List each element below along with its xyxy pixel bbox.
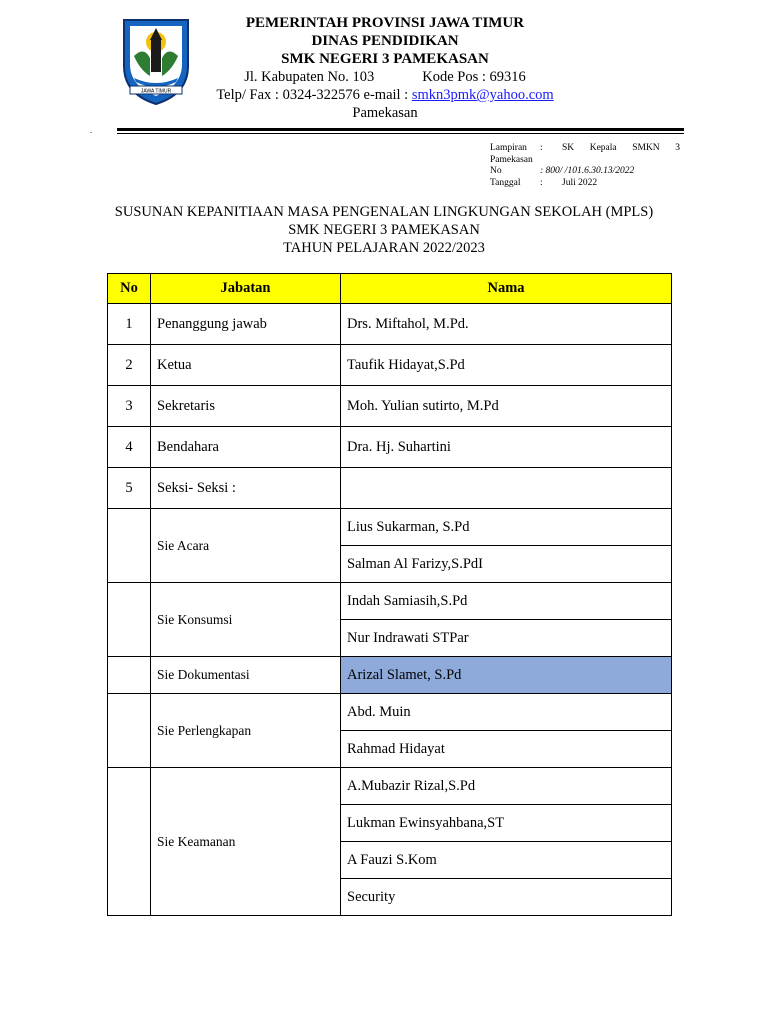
attachment-row (490, 143, 680, 155)
seksi-row (108, 583, 672, 620)
seksi-nama: Salman Al Farizy,S.PdI (341, 546, 672, 583)
letter-number-value: : 800/ /101.6.30.13/2022 (540, 166, 635, 176)
document-title-line2: SMK NEGERI 3 PAMEKASAN (288, 222, 480, 238)
letterhead-thin-rule (117, 133, 684, 134)
attachment-city-row (490, 155, 680, 167)
letterhead-school: SMK NEGERI 3 PAMEKASAN (281, 51, 489, 67)
letterhead-province: PEMERINTAH PROVINSI JAWA TIMUR (245, 15, 525, 31)
row-jabatan: Seksi- Seksi : (151, 468, 341, 509)
row-no: 1 (108, 304, 151, 345)
table-row (108, 304, 672, 345)
document-title-line3: TAHUN PELAJARAN 2022/2023 (283, 240, 485, 256)
table-header-row (108, 274, 672, 304)
attachment-value (562, 143, 680, 155)
attachment-info (490, 143, 680, 189)
letterhead-contact-line (190, 86, 580, 104)
letter-number-row (490, 166, 680, 178)
attachment-label: Lampiran (490, 143, 527, 153)
seksi-jabatan: Sie Konsumsi (151, 583, 341, 657)
seksi-no-empty (108, 509, 151, 583)
row-nama: Taufik Hidayat,S.Pd (341, 345, 672, 386)
seksi-row (108, 768, 672, 805)
row-no: 5 (108, 468, 151, 509)
seksi-row (108, 657, 672, 694)
document-title (0, 203, 768, 257)
row-jabatan: Ketua (151, 345, 341, 386)
row-no: 3 (108, 386, 151, 427)
letterhead-email-link[interactable]: smkn3pmk@yahoo.com (411, 87, 554, 103)
row-nama (341, 468, 672, 509)
header-jabatan: Jabatan (151, 274, 341, 304)
logo-ribbon-text: JAWA TIMUR (140, 88, 172, 95)
table-row (108, 468, 672, 509)
header-no: No (108, 274, 151, 304)
document-title-line1: SUSUNAN KEPANITIAAN MASA PENGENALAN LINGKUNGAN SEKOLAH (MPLS) (114, 204, 654, 220)
seksi-nama: Lukman Ewinsyahbana,ST (341, 805, 672, 842)
letter-date-colon: : (540, 177, 543, 188)
letterhead-address: Jl. Kabupaten No. 103 (244, 69, 375, 85)
letter-date-label: Tanggal (490, 177, 521, 188)
seksi-no-empty (108, 583, 151, 657)
seksi-no-empty (108, 694, 151, 768)
attachment-city: Pamekasan (490, 154, 533, 165)
stray-dot: . (90, 126, 92, 135)
header-nama: Nama (341, 274, 672, 304)
letterhead (190, 14, 580, 122)
row-jabatan: Bendahara (151, 427, 341, 468)
seksi-nama: A Fauzi S.Kom (341, 842, 672, 879)
attachment-smkn: SMKN (632, 143, 660, 153)
row-jabatan: Penanggung jawab (151, 304, 341, 345)
attachment-sk: SK (562, 143, 575, 153)
jawa-timur-emblem-logo (120, 16, 192, 106)
table-row (108, 345, 672, 386)
row-jabatan: Sekretaris (151, 386, 341, 427)
letterhead-postal-code: Kode Pos : 69316 (422, 69, 526, 85)
seksi-row (108, 694, 672, 731)
letterhead-agency: DINAS PENDIDIKAN (311, 33, 459, 49)
seksi-nama: Security (341, 879, 672, 916)
seksi-jabatan: Sie Dokumentasi (151, 657, 341, 694)
seksi-nama: A.Mubazir Rizal,S.Pd (341, 768, 672, 805)
seksi-nama: Abd. Muin (341, 694, 672, 731)
seksi-jabatan: Sie Acara (151, 509, 341, 583)
row-no: 4 (108, 427, 151, 468)
row-no: 2 (108, 345, 151, 386)
letterhead-phone: Telp/ Fax : 0324-322576 e-mail : (216, 87, 412, 103)
row-nama: Moh. Yulian sutirto, M.Pd (341, 386, 672, 427)
letter-number-label: No (490, 166, 502, 176)
seksi-nama: Indah Samiasih,S.Pd (341, 583, 672, 620)
seksi-no-empty (108, 657, 151, 694)
attachment-colon: : (540, 143, 543, 153)
seksi-nama-highlighted: Arizal Slamet, S.Pd (341, 657, 672, 694)
seksi-nama: Lius Sukarman, S.Pd (341, 509, 672, 546)
letter-date-row (490, 178, 680, 190)
seksi-jabatan: Sie Perlengkapan (151, 694, 341, 768)
seksi-no-empty (108, 768, 151, 916)
seksi-nama: Nur Indrawati STPar (341, 620, 672, 657)
table-row (108, 386, 672, 427)
row-nama: Drs. Miftahol, M.Pd. (341, 304, 672, 345)
table-row (108, 427, 672, 468)
letterhead-thick-rule (117, 128, 684, 131)
attachment-kepala: Kepala (589, 143, 617, 153)
letterhead-city: Pamekasan (352, 105, 418, 121)
attachment-number-three: 3 (675, 143, 680, 153)
letter-date-value: Juli 2022 (562, 177, 598, 188)
letterhead-address-line (190, 68, 580, 86)
committee-table (107, 273, 672, 916)
seksi-jabatan: Sie Keamanan (151, 768, 341, 916)
row-nama: Dra. Hj. Suhartini (341, 427, 672, 468)
seksi-nama: Rahmad Hidayat (341, 731, 672, 768)
seksi-row (108, 509, 672, 546)
